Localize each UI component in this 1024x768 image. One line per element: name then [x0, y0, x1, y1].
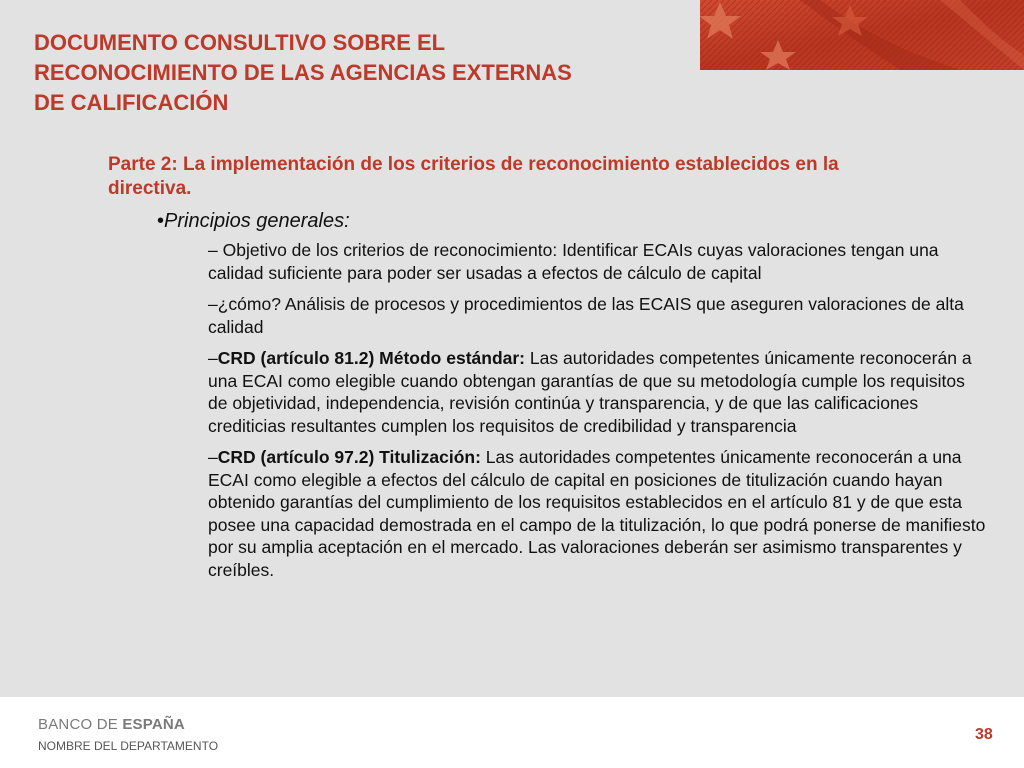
slide-title: [34, 28, 684, 118]
item-dash: –: [208, 348, 218, 368]
item-text: Objetivo de los criterios de reconocimiento: Identificar ECAIs cuyas valoraciones tengan una calidad suficiente para poder ser usadas a efectos de cálculo de capital: [208, 240, 939, 283]
department-name: NOMBRE DEL DEPARTAMENTO: [38, 739, 219, 753]
item-text: ¿cómo? Análisis de procesos y procedimientos de las ECAIS que aseguren valoraciones de alta calidad: [208, 294, 964, 337]
bullet-marker: •: [157, 210, 165, 232]
item-text: Las autoridades competentes únicamente reconocerán a una ECAI como elegible a efectos del cálculo de capital en posiciones de titulización cuando hayan obtenido garantías del cumplimiento de los requisitos establecidos en el artículo 81 y de que esta posee una capacidad demostrada en el campo de la titulización, lo que podrá ponerse de manifiesto por su amplia aceptación en el mercado. Las valoraciones deberán ser asimismo transparentes y creíbles.: [208, 447, 986, 580]
flag-banner-image: [700, 0, 1024, 70]
brand-light: BANCO DE: [38, 716, 123, 733]
bullet-principios: [157, 209, 350, 233]
item-dash: –: [208, 447, 218, 467]
list-item: [208, 446, 988, 581]
list-item: [208, 293, 988, 338]
title-line: DOCUMENTO CONSULTIVO SOBRE EL: [34, 30, 446, 55]
section-heading: Parte 2: La implementación de los criterios de reconocimiento establecidos en la directiva.: [108, 154, 839, 199]
brand-bold: ESPAÑA: [122, 716, 185, 733]
banco-de-espana-logo: [38, 716, 185, 733]
item-text: Las autoridades competentes únicamente reconocerán a una ECAI como elegible cuando obtengan garantías de que su metodología cumple los requisitos de objetividad, independencia, revisión continúa y transparencia, y de que las calificaciones crediticias resultantes cumplen los requisitos de credibilidad y transparencia: [208, 348, 972, 436]
page-number: 38: [975, 726, 993, 743]
item-bold-lead: CRD (artículo 97.2) Titulización:: [217, 447, 481, 467]
item-bold-lead: CRD (artículo 81.2) Método estándar:: [217, 348, 526, 368]
item-dash: –: [208, 294, 218, 314]
title-line: RECONOCIMIENTO DE LAS AGENCIAS EXTERNAS: [34, 60, 572, 85]
list-item: [208, 347, 988, 437]
item-dash: –: [208, 240, 223, 260]
criteria-list: [208, 239, 988, 590]
title-line: DE CALIFICACIÓN: [34, 90, 229, 115]
list-item: [208, 239, 988, 284]
bullet-label: Principios generales:: [164, 210, 350, 232]
